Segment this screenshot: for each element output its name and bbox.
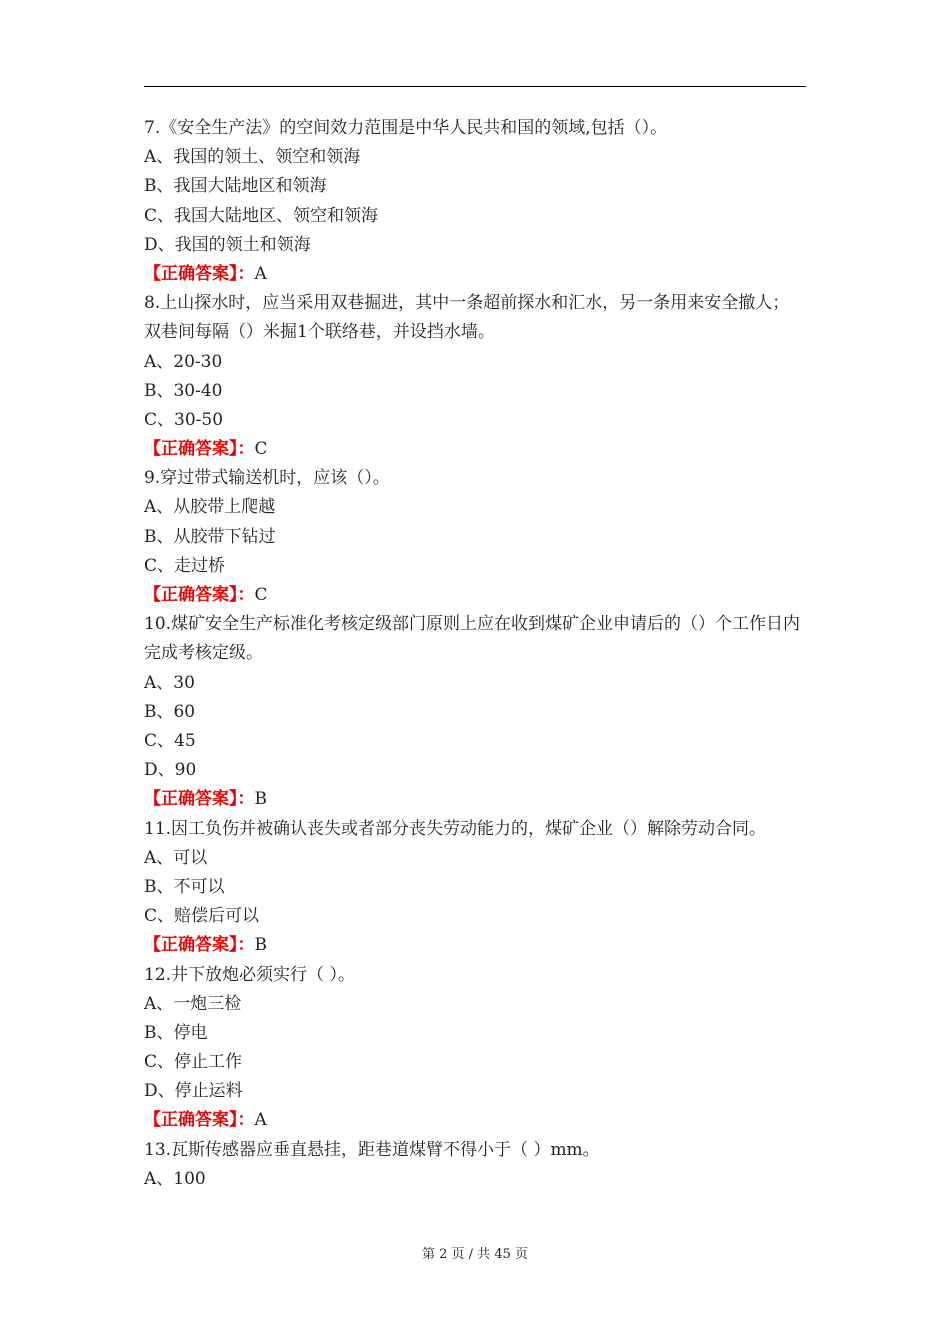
option-b: B、从胶带下钻过 — [144, 526, 276, 547]
answer-label: 【正确答案】： — [144, 789, 255, 810]
answer-value: B — [254, 935, 267, 956]
option-a: A、可以 — [144, 847, 208, 868]
answer-label: 【正确答案】： — [144, 935, 255, 956]
answer-line — [144, 785, 806, 814]
option-d: D、90 — [144, 760, 197, 781]
option-c: C、45 — [144, 731, 196, 751]
option-b: B、不可以 — [144, 876, 225, 897]
option-c: C、走过桥 — [144, 555, 226, 576]
answer-value: C — [254, 585, 268, 606]
option-c: C、我国大陆地区、领空和领海 — [144, 205, 379, 226]
option-a: A、我国的领土、领空和领海 — [144, 147, 361, 168]
question-text: 10.煤矿安全生产标准化考核定级部门原则上应在收到煤矿企业申请后的（）个工作日内完成考核定级。 — [144, 614, 801, 664]
question-list — [144, 114, 806, 1194]
option-a: A、一炮三检 — [144, 993, 242, 1014]
answer-line — [144, 931, 806, 960]
answer-line — [144, 260, 806, 289]
question-text: 13.瓦斯传感器应垂直悬挂，距巷道煤臂不得小于（ ）mm。 — [144, 1139, 600, 1160]
option-b: B、60 — [144, 701, 196, 722]
answer-line — [144, 1106, 806, 1135]
answer-label: 【正确答案】： — [144, 1110, 255, 1131]
option-d: D、我国的领土和领海 — [144, 234, 311, 255]
question-text: 8.上山探水时，应当采用双巷掘进，其中一条超前探水和汇水，另一条用来安全撤人；双巷间每隔（）米掘1个联络巷，并设挡水墙。 — [144, 293, 790, 343]
option-b: B、停电 — [144, 1022, 208, 1043]
question-text: 12.井下放炮必须实行（ ）。 — [144, 964, 355, 985]
option-a: A、30 — [144, 672, 195, 693]
option-a: A、从胶带上爬越 — [144, 497, 276, 518]
option-b: B、我国大陆地区和领海 — [144, 176, 327, 197]
option-a: A、100 — [144, 1168, 206, 1189]
option-a: A、20-30 — [144, 351, 223, 372]
answer-label: 【正确答案】： — [144, 439, 255, 460]
question-text: 7.《安全生产法》的空间效力范围是中华人民共和国的领域,包括（）。 — [144, 118, 668, 138]
option-d: D、停止运料 — [144, 1081, 243, 1102]
answer-label: 【正确答案】： — [144, 585, 255, 606]
question-text: 9.穿过带式输送机时，应该（）。 — [144, 468, 390, 489]
answer-value: A — [254, 263, 267, 284]
answer-label: 【正确答案】： — [144, 263, 255, 284]
answer-value: C — [254, 439, 268, 460]
option-c: C、30-50 — [144, 409, 224, 430]
answer-line — [144, 435, 806, 464]
answer-line — [144, 581, 806, 610]
option-c: C、赔偿后可以 — [144, 906, 260, 927]
question-text: 11.因工负伤并被确认丧失或者部分丧失劳动能力的，煤矿企业（）解除劳动合同。 — [144, 818, 767, 839]
option-b: B、30-40 — [144, 380, 223, 401]
page-footer: 第 2 页 / 共 45 页 — [422, 1247, 528, 1262]
answer-value: B — [254, 789, 267, 810]
option-c: C、停止工作 — [144, 1052, 243, 1073]
answer-value: A — [254, 1110, 267, 1131]
header-rule — [144, 86, 806, 87]
